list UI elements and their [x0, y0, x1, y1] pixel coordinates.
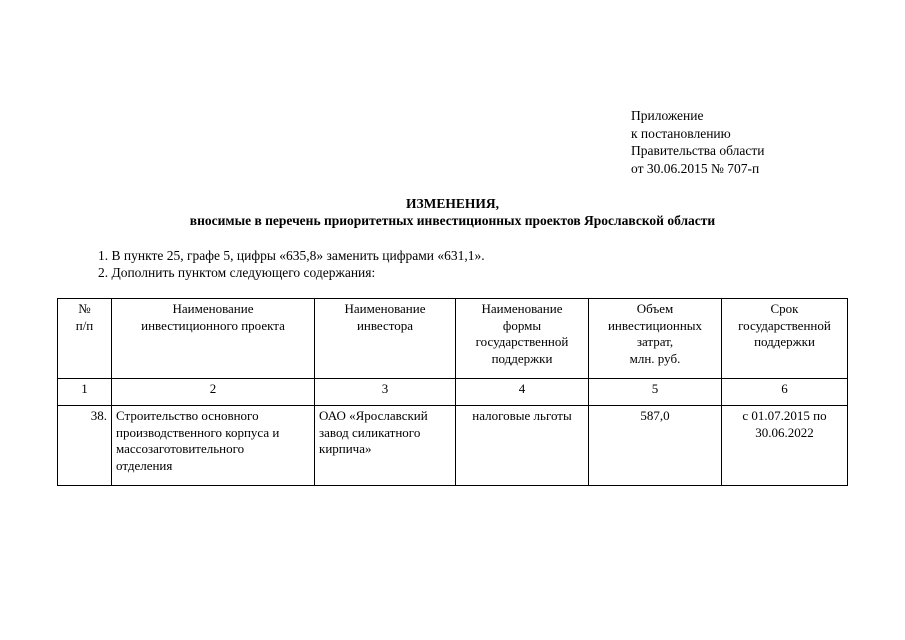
appendix-line: от 30.06.2015 № 707-п — [631, 160, 760, 176]
column-numbers-row — [58, 379, 848, 406]
header-cell-number: № п/п — [58, 299, 112, 379]
header-cell-volume: Объем инвестиционных затрат, млн. руб. — [589, 299, 722, 379]
row-number: 38. — [58, 406, 112, 486]
support-form: налоговые льготы — [456, 406, 589, 486]
column-number: 6 — [722, 379, 848, 406]
document-subtitle: вносимые в перечень приоритетных инвестиционных проектов Ярославской области — [189, 213, 716, 228]
investment-volume: 587,0 — [589, 406, 722, 486]
header-cell-investor: Наименование инвестора — [315, 299, 456, 379]
appendix-line: к постановлению — [631, 125, 731, 141]
column-number: 2 — [112, 379, 315, 406]
column-number: 5 — [589, 379, 722, 406]
column-number: 1 — [58, 379, 112, 406]
table-row — [58, 406, 848, 486]
project-name: Строительство основного производственного корпуса и массозаготовительного отделения — [112, 406, 315, 486]
list-item: 1. В пункте 25, графе 5, цифры «635,8» заменить цифрами «631,1». — [98, 248, 485, 263]
appendix-block — [631, 107, 764, 177]
header-cell-term: Срок государственной поддержки — [722, 299, 848, 379]
support-term: с 01.07.2015 по 30.06.2022 — [722, 406, 848, 486]
list-item: 2. Дополнить пунктом следующего содержания: — [98, 265, 376, 280]
table-header-row — [58, 299, 848, 379]
header-cell-project: Наименование инвестиционного проекта — [112, 299, 315, 379]
appendix-line: Правительства области — [631, 143, 765, 158]
appendix-line: Приложение — [631, 108, 704, 123]
projects-table — [57, 298, 848, 486]
column-number: 4 — [456, 379, 589, 406]
document-title: ИЗМЕНЕНИЯ, — [405, 196, 499, 211]
column-number: 3 — [315, 379, 456, 406]
investor-name: ОАО «Ярославский завод силикатного кирпича» — [315, 406, 456, 486]
header-cell-support-form: Наименование формы государственной поддержки — [456, 299, 589, 379]
